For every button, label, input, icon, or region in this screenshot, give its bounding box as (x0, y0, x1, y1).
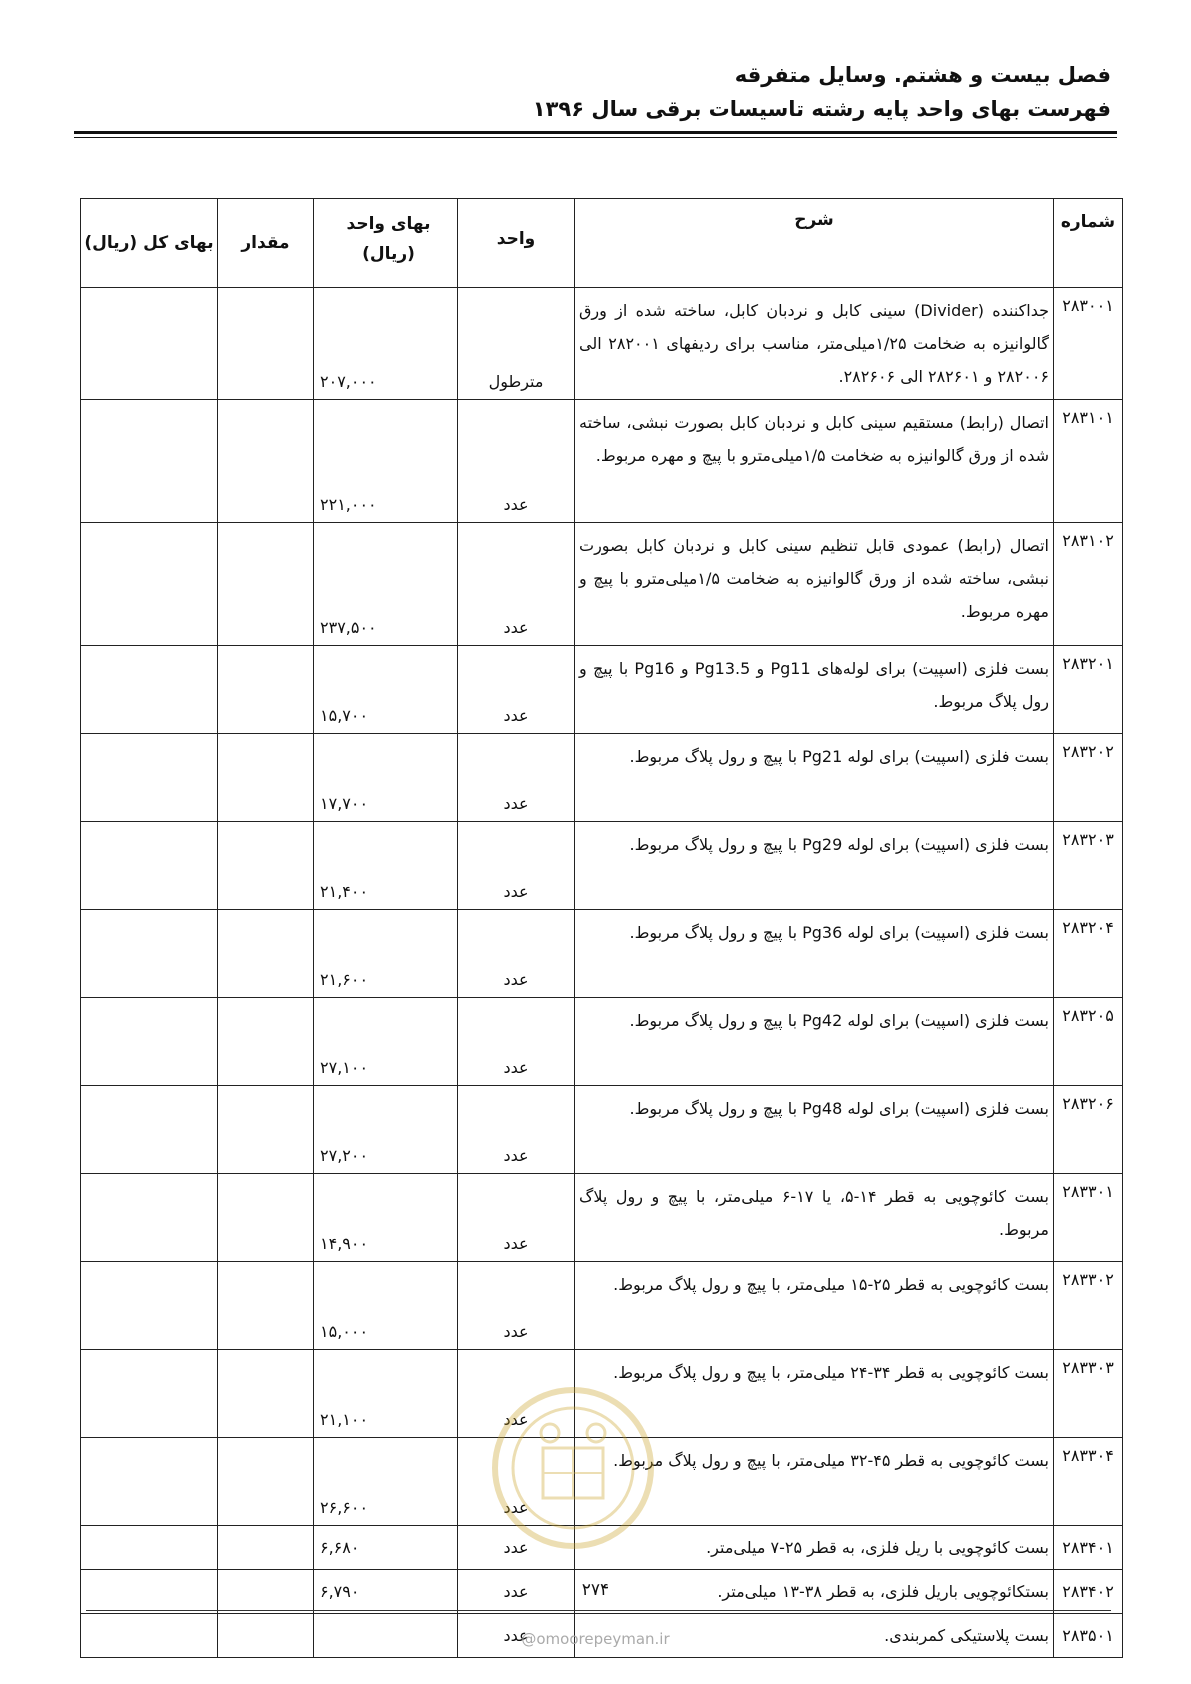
row-desc: جداکننده (Divider) سینی کابل و نردبان کابل، ساخته شده از ورق گالوانیزه به ضخامت ۱/۲۵میلی‌متر، مناسب برای ردیفهای ۲۸۲۰۰۱ الی ۲۸۲۰۰۶ و ۲۸۲۶۰۱ الی ۲۸۲۶۰۶. (575, 288, 1054, 400)
row-unit: عدد (458, 1526, 575, 1570)
page-number: ۲۷۴ (581, 1580, 610, 1600)
row-code: ۲۸۳۳۰۱ (1054, 1174, 1123, 1262)
row-unit: عدد (458, 1614, 575, 1658)
row-total (81, 910, 218, 998)
row-total (81, 822, 218, 910)
row-code: ۲۸۳۵۰۱ (1054, 1614, 1123, 1658)
row-qty (218, 998, 314, 1086)
row-code: ۲۸۳۲۰۱ (1054, 646, 1123, 734)
header-unit-price-line2: (ریال) (362, 244, 415, 264)
page-header (80, 58, 1111, 126)
row-desc: بست کائوچویی با ریل فلزی، به قطر ۲۵-۷ میلی‌متر. (575, 1526, 1054, 1570)
row-desc: بست پلاستیکی کمربندی. (575, 1614, 1054, 1658)
table-row (81, 1526, 1123, 1570)
row-code: ۲۸۳۳۰۴ (1054, 1438, 1123, 1526)
row-price: ۲۳۷,۵۰۰ (314, 523, 458, 646)
site-watermark: @omoorepeyman.ir (521, 1630, 670, 1648)
document-title: فهرست بهای واحد پایه رشته تاسیسات برقی سال ۱۳۹۶ (532, 97, 1111, 121)
header-unit: واحد (458, 199, 575, 288)
row-desc: بست فلزی (اسپیت) برای لوله Pg36 با پیچ و رول پلاگ مربوط. (575, 910, 1054, 998)
table-row (81, 646, 1123, 734)
header-qty: مقدار (218, 199, 314, 288)
row-code: ۲۸۳۳۰۳ (1054, 1350, 1123, 1438)
row-unit: عدد (458, 1438, 575, 1526)
row-unit: مترطول (458, 288, 575, 400)
row-price: ۲۶,۶۰۰ (314, 1438, 458, 1526)
row-code: ۲۸۳۰۰۱ (1054, 288, 1123, 400)
row-price: ۱۷,۷۰۰ (314, 734, 458, 822)
row-total (81, 646, 218, 734)
header-total: بهای کل (ریال) (81, 199, 218, 288)
row-desc: بست فلزی (اسپیت) برای لوله Pg48 با پیچ و رول پلاگ مربوط. (575, 1086, 1054, 1174)
header-code: شماره (1054, 199, 1123, 288)
row-unit: عدد (458, 1350, 575, 1438)
table-header-row (81, 199, 1123, 288)
row-unit: عدد (458, 646, 575, 734)
row-unit: عدد (458, 523, 575, 646)
row-price: ۲۰۷,۰۰۰ (314, 288, 458, 400)
row-qty (218, 400, 314, 523)
table-row (81, 1174, 1123, 1262)
row-qty (218, 1526, 314, 1570)
table-row (81, 523, 1123, 646)
row-qty (218, 1174, 314, 1262)
row-total (81, 400, 218, 523)
row-unit: عدد (458, 910, 575, 998)
row-total (81, 1438, 218, 1526)
table-row (81, 822, 1123, 910)
row-qty (218, 523, 314, 646)
header-unit-price-line1: بهای واحد (346, 214, 431, 234)
chapter-title: فصل بیست و هشتم. وسایل متفرقه (734, 63, 1111, 87)
header-desc: شرح (575, 199, 1054, 288)
header-unit-price (314, 199, 458, 288)
row-price: ۱۵,۰۰۰ (314, 1262, 458, 1350)
row-desc: بست کائوچویی به قطر ۲۵-۱۵ میلی‌متر، با پیچ و رول پلاگ مربوط. (575, 1262, 1054, 1350)
row-qty (218, 1086, 314, 1174)
row-price: ۱۴,۹۰۰ (314, 1174, 458, 1262)
row-desc: بست فلزی (اسپیت) برای لوله Pg42 با پیچ و رول پلاگ مربوط. (575, 998, 1054, 1086)
row-unit: عدد (458, 1174, 575, 1262)
header-rule-thick (74, 131, 1117, 134)
row-desc: بست کائوچویی به قطر ۳۴-۲۴ میلی‌متر، با پیچ و رول پلاگ مربوط. (575, 1350, 1054, 1438)
row-code: ۲۸۳۴۰۱ (1054, 1526, 1123, 1570)
row-total (81, 1086, 218, 1174)
row-desc: بست فلزی (اسپیت) برای لوله Pg29 با پیچ و رول پلاگ مربوط. (575, 822, 1054, 910)
table-row (81, 1438, 1123, 1526)
row-desc: بست فلزی (اسپیت) برای لوله‌های Pg11 و Pg13.5 و Pg16 با پیچ و رول پلاگ مربوط. (575, 646, 1054, 734)
row-code: ۲۸۳۴۰۲ (1054, 1570, 1123, 1614)
row-desc: بست فلزی (اسپیت) برای لوله Pg21 با پیچ و رول پلاگ مربوط. (575, 734, 1054, 822)
row-total (81, 288, 218, 400)
row-qty (218, 910, 314, 998)
row-price: ۲۱,۱۰۰ (314, 1350, 458, 1438)
row-qty (218, 822, 314, 910)
row-desc: بست کائوچویی به قطر ۴۵-۳۲ میلی‌متر، با پیچ و رول پلاگ مربوط. (575, 1438, 1054, 1526)
row-total (81, 523, 218, 646)
row-code: ۲۸۳۲۰۳ (1054, 822, 1123, 910)
row-price: ۶,۶۸۰ (314, 1526, 458, 1570)
row-desc: بستکائوچویی باریل فلزی، به قطر ۳۸-۱۳ میلی‌متر. (575, 1570, 1054, 1614)
row-qty (218, 1350, 314, 1438)
price-list-table (80, 198, 1123, 1658)
row-desc: بست کائوچویی به قطر ۱۴-۵، یا ۱۷-۶ میلی‌متر، با پیچ و رول پلاگ مربوط. (575, 1174, 1054, 1262)
row-code: ۲۸۳۲۰۵ (1054, 998, 1123, 1086)
table-row (81, 998, 1123, 1086)
row-qty (218, 1438, 314, 1526)
row-unit: عدد (458, 734, 575, 822)
row-unit: عدد (458, 822, 575, 910)
table-row (81, 734, 1123, 822)
row-total (81, 734, 218, 822)
row-unit: عدد (458, 1086, 575, 1174)
header-rule-thin (74, 137, 1117, 138)
table-row (81, 400, 1123, 523)
table-row (81, 1262, 1123, 1350)
table-row (81, 910, 1123, 998)
row-code: ۲۸۳۱۰۱ (1054, 400, 1123, 523)
row-qty (218, 1262, 314, 1350)
row-unit: عدد (458, 1570, 575, 1614)
row-qty (218, 646, 314, 734)
table-row (81, 1086, 1123, 1174)
row-desc: اتصال (رابط) مستقیم سینی کابل و نردبان کابل بصورت نبشی، ساخته شده از ورق گالوانیزه به ضخامت ۱/۵میلی‌مترو با پیچ و مهره مربوط. (575, 400, 1054, 523)
row-price: ۲۷,۱۰۰ (314, 998, 458, 1086)
row-total (81, 998, 218, 1086)
footer-rule (86, 1610, 1111, 1611)
row-code: ۲۸۳۱۰۲ (1054, 523, 1123, 646)
row-qty (218, 288, 314, 400)
row-qty (218, 734, 314, 822)
row-desc: اتصال (رابط) عمودی قابل تنظیم سینی کابل و نردبان کابل بصورت نبشی، ساخته شده از ورق گالوانیزه به ضخامت ۱/۵میلی‌مترو با پیچ و مهره مربوط. (575, 523, 1054, 646)
row-price: ۲۱,۴۰۰ (314, 822, 458, 910)
row-code: ۲۸۳۲۰۲ (1054, 734, 1123, 822)
row-price: ۱۵,۷۰۰ (314, 646, 458, 734)
row-total (81, 1526, 218, 1570)
row-unit: عدد (458, 1262, 575, 1350)
row-total (81, 1350, 218, 1438)
row-code: ۲۸۳۲۰۴ (1054, 910, 1123, 998)
table-row (81, 288, 1123, 400)
table-row (81, 1350, 1123, 1438)
row-unit: عدد (458, 400, 575, 523)
row-price: ۶,۷۹۰ (314, 1570, 458, 1614)
row-code: ۲۸۳۲۰۶ (1054, 1086, 1123, 1174)
row-code: ۲۸۳۳۰۲ (1054, 1262, 1123, 1350)
row-price: ۲۲۱,۰۰۰ (314, 400, 458, 523)
row-price: ۲۱,۶۰۰ (314, 910, 458, 998)
row-unit: عدد (458, 998, 575, 1086)
row-price: ۲۷,۲۰۰ (314, 1086, 458, 1174)
row-total (81, 1262, 218, 1350)
row-total (81, 1174, 218, 1262)
